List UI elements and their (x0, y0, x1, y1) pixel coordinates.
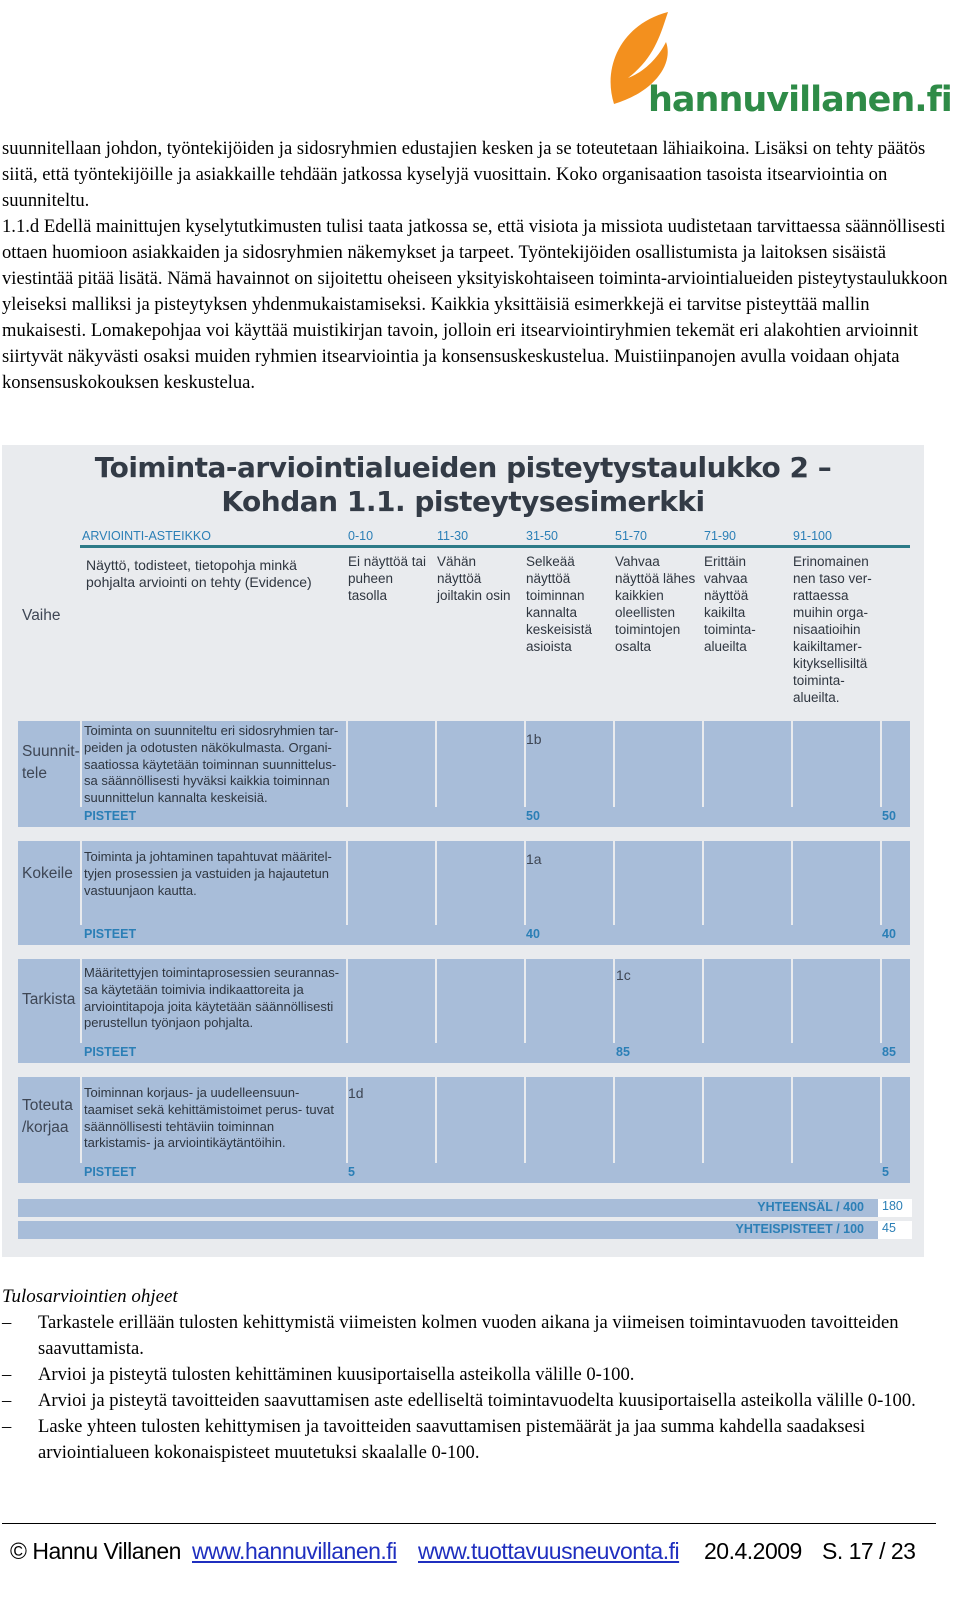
row-text-toteuta: Toiminnan korjaus- ja uudelleensuun- taamiset sekä kehittämistoimet perus- tuvat säännöllisesti tehtäviin toiminnan tarkistamis- ja arviointikäytäntöihin. (84, 1085, 334, 1151)
points-total-suunnittele: 50 (882, 809, 896, 823)
dash-bullet: – (2, 1364, 12, 1385)
header-71-90: 71-90 (704, 529, 736, 543)
header-11-30: 11-30 (437, 529, 469, 543)
row-code-tarkista: 1c (616, 967, 631, 983)
dash-bullet: – (2, 1312, 12, 1333)
dash-bullet: – (2, 1390, 12, 1411)
header-91-100: 91-100 (793, 529, 832, 543)
level-51-70: Vahvaa näyttöä lähes kaikkien oleellisten toimintojen osalta (615, 554, 696, 654)
header-0-10: 0-10 (348, 529, 374, 543)
points-value-suunnittele: 50 (526, 809, 540, 823)
row-text-suunnittele: Toiminta on suunniteltu eri sidosryhmien tar- peiden ja odotusten näkökulmasta. Organi- saatiossa käytetään toiminnan suunnittelus- sa säännöllisesti hyväksi kaikkia toiminnan suunnittelun kannalta keskeisiä. (84, 723, 339, 806)
footer-author: © Hannu Villanen (10, 1538, 181, 1564)
level-31-50: Selkeää näyttöä toiminnan kannalta keskeisistä asioista (526, 554, 593, 654)
intro-paragraph-2: 1.1.d Edellä mainittujen kyselytutkimusten tulisi taata jatkossa se, että visiota ja missiota uudistetaan tarvittaessa säännöllisesti ottaen huomioon asiakkaiden ja sidosryhmien näkemykset ja tarpeet. Työntekijöiden osallistumista ja laitoksen sisäistä viestintää pitää lisätä. Nämä havainnot on sijoitettu oheiseen yksityiskohtaiseen toiminta-arviointialueiden pisteytystaulukkoon yleiseksi malliksi ja pisteytyksen yhdenmukaistamiseksi. Kaikkia yksittäisiä esimerkkejä ei tarvitse pisteyttää mallin mukaisesti. Lomakepohjaa voi käyttää muistikirjan tavoin, jolloin eri itsearviointiryhmien tekemät eri alakohtien arvioinnit siirtyvät näkyvästi osaksi muiden ryhmien itsearviointia ja konsensuskeskustelua. Muistiinpanojen avulla voidaan ohjata konsensuskokouksen keskustelua. (2, 216, 948, 393)
footer-page-number: S. 17 / 23 (822, 1538, 916, 1564)
points-value-tarkista: 85 (616, 1045, 630, 1059)
points-row-suunnittele (18, 807, 910, 827)
row-label-kokeile: Kokeile (22, 865, 73, 882)
guide-item-text: Tarkastele erillään tulosten kehittymistä viimeisten kolmen vuoden aikana ja viimeisen toimintavuoden tavoitteiden saavuttamista. (38, 1312, 899, 1359)
header-31-50: 31-50 (526, 529, 558, 543)
guide-item (2, 1388, 952, 1414)
points-row-kokeile (18, 925, 910, 945)
row-code-kokeile: 1a (526, 851, 542, 867)
level-11-30: Vähän näyttöä joiltakin osin (437, 554, 511, 603)
sum-label: YHTEENSÄL / 400 (757, 1200, 864, 1214)
points-value-toteuta: 5 (348, 1165, 355, 1179)
points-label: PISTEET (84, 1165, 137, 1179)
points-label: PISTEET (84, 1045, 137, 1059)
level-0-10: Ei näyttöä tai puheen tasolla (348, 554, 427, 603)
row-text-tarkista: Määritettyjen toimintaprosessien seurannas- sa käytetään toimivia indikaattoreita ja arviointitapoja joita käytetään säännöllisesti perustellun työnjaon pohjalta. (84, 965, 340, 1031)
row-code-toteuta: 1d (348, 1085, 364, 1101)
points-total-kokeile: 40 (882, 927, 896, 941)
level-91-100: Erinomainen nen taso ver- rattaessa muihin orga- nisaatioihin kaikiltamer- kityksellisiltä toiminta- alueilta. (793, 554, 872, 705)
scoring-table-figure (2, 445, 924, 1257)
points-total-toteuta: 5 (882, 1165, 889, 1179)
row-label-suunnittele: Suunnit- tele (22, 743, 80, 782)
footer-date: 20.4.2009 (704, 1538, 802, 1564)
guide-title: Tulosarviointien ohjeet (2, 1286, 178, 1307)
points-value-kokeile: 40 (526, 927, 540, 941)
row-label-vaihe: Vaihe (22, 607, 61, 624)
footer-link-tuottavuusneuvonta[interactable]: www.tuottavuusneuvonta.fi (418, 1538, 680, 1564)
points-label: PISTEET (84, 927, 137, 941)
intro-text (2, 136, 952, 396)
header-scale: ARVIOINTI-ASTEIKKO (82, 529, 211, 543)
guide-item-text: Laske yhteen tulosten kehittymisen ja tavoitteiden saavuttamisen pistemäärät ja jaa summa kahdella saadaksesi arviointialueen kokonaispisteet muutetuksi skaalalle 0-100. (38, 1416, 866, 1463)
row-label-tarkista: Tarkista (22, 991, 76, 1008)
guide-item-text: Arvioi ja pisteytä tavoitteiden saavuttamisen aste edelliseltä toimintavuodelta kuusiportaisella asteikolla välille 0-100. (38, 1390, 916, 1411)
row-label-toteuta: Toteuta /korjaa (22, 1097, 73, 1136)
total-label: YHTEISPISTEET / 100 (735, 1222, 864, 1236)
guide-list (2, 1310, 952, 1466)
header-51-70: 51-70 (615, 529, 647, 543)
guide-item (2, 1310, 952, 1362)
points-total-tarkista: 85 (882, 1045, 896, 1059)
site-logo (592, 6, 952, 126)
points-label: PISTEET (84, 809, 137, 823)
guide-item-text: Arvioi ja pisteytä tulosten kehittäminen kuusiportaisella asteikolla välille 0-100. (38, 1364, 635, 1385)
logo-text: hannuvillanen.fi (648, 80, 952, 120)
guide-item (2, 1414, 952, 1466)
row-code-suunnittele: 1b (526, 731, 542, 747)
table-title-line-1: Toiminta-arviointialueiden pisteytystaulukko 2 – (94, 451, 832, 484)
guide-item (2, 1362, 952, 1388)
footer-link-hannuvillanen[interactable]: www.hannuvillanen.fi (192, 1538, 397, 1564)
points-row-tarkista (18, 1043, 910, 1063)
total-value: 45 (878, 1221, 912, 1239)
evidence-description: Näyttö, todisteet, tietopohja minkä pohjalta arviointi on tehty (Evidence) (86, 557, 312, 590)
header-rule (80, 545, 910, 548)
level-71-90: Erittäin vahvaa näyttöä kaikilta toiminta- alueilta (704, 554, 756, 654)
footer (2, 1538, 936, 1568)
row-text-kokeile: Toiminta ja johtaminen tapahtuvat määritel- tyjen prosessien ja vastuiden ja hajautetun vastuunjaon kautta. (84, 849, 332, 898)
sum-value: 180 (878, 1199, 912, 1217)
footer-rule (2, 1523, 936, 1524)
points-row-toteuta (18, 1163, 910, 1183)
total-row (18, 1221, 878, 1239)
sum-row (18, 1199, 878, 1217)
table-title-line-2: Kohdan 1.1. pisteytysesimerkki (221, 485, 705, 518)
dash-bullet: – (2, 1416, 12, 1437)
intro-paragraph-1: suunnitellaan johdon, työntekijöiden ja sidosryhmien edustajien kesken ja se toteutetaan lähiaikoina. Lisäksi on tehty päätös siitä, että työntekijöille ja asiakkaille tehdään jatkossa kyselyjä vuosittain. Koko organisaation tasoista itsearviointia on suunniteltu. (2, 138, 926, 211)
